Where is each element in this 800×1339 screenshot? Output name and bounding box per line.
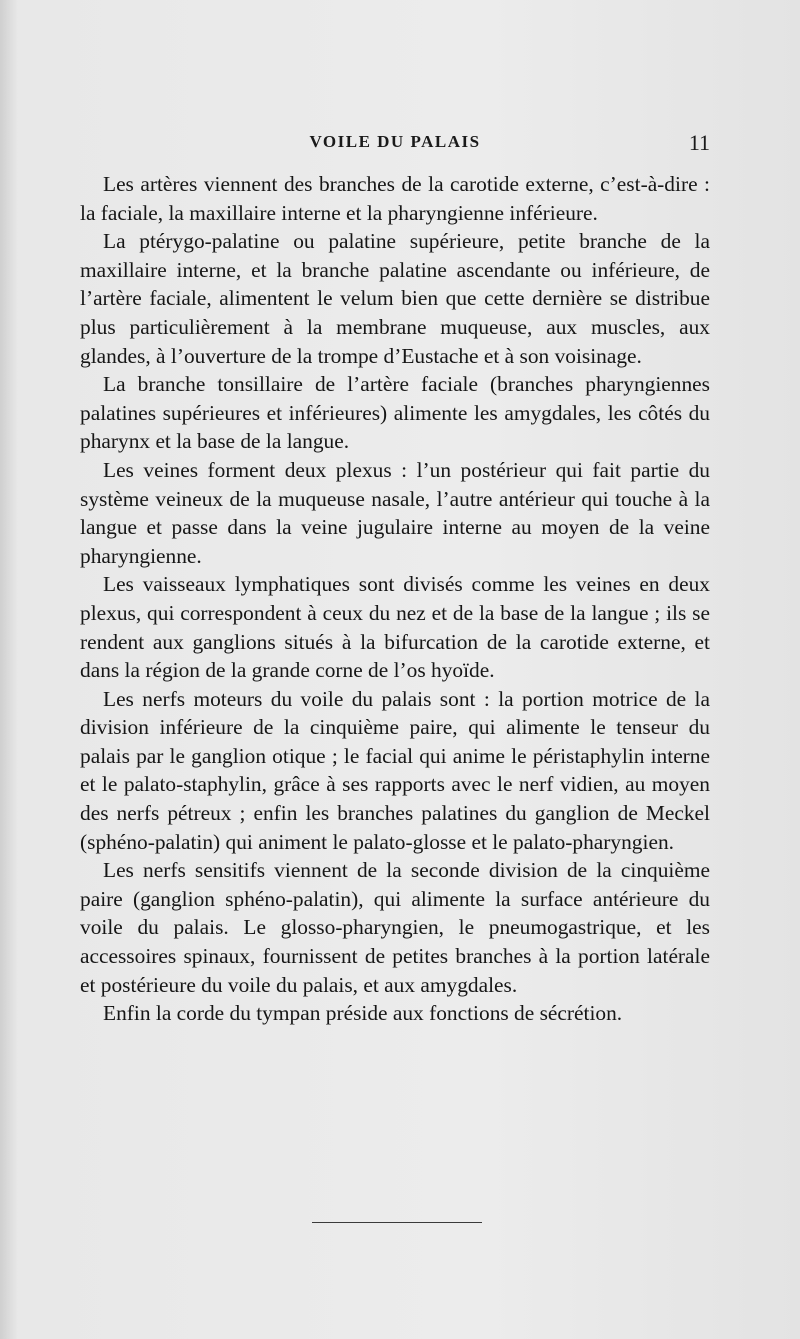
paragraph-sensory-nerves: Les nerfs sensitifs viennent de la seconde division de la cinquième paire (ganglion sphéno-palatin), qui alimente la surface antérieure du voile du palais. Le glosso-pharyngien, le pneumogastrique, et les accessoires spinaux, fournissent de petites branches à la portion latérale et postérieure du voile du palais, et aux amygdales. xyxy=(80,858,710,997)
paragraph-tonsillar-branch: La branche tonsillaire de l’artère faciale (branches pharyngiennes palatines supérieures et inférieures) alimente les amygdales, les côtés du pharynx et la base de la langue. xyxy=(80,372,710,454)
paragraph-motor-nerves: Les nerfs moteurs du voile du palais sont : la portion motrice de la division inférieure de la cinquième paire, qui alimente le tenseur du palais par le ganglion otique ; le facial qui anime le péristaphylin interne et le palato-staphylin, grâce à ses rapports avec le nerf vidien, au moyen des nerfs pétreux ; enfin les branches palatines du ganglion de Meckel (sphéno-palatin) qui animent le palato-glosse et le palato-pharyngien. xyxy=(80,686,710,854)
page-header xyxy=(80,132,710,162)
closing-rule xyxy=(312,1222,482,1223)
paragraph-chorda-tympani: Enfin la corde du tympan préside aux fonctions de sécrétion. xyxy=(103,1001,623,1026)
paragraph-arteries: Les artères viennent des branches de la carotide externe, c’est-à-dire : la faciale, la maxillaire interne et la pharyngienne inférieure. xyxy=(80,172,710,225)
body-text xyxy=(80,170,710,1028)
page-number: 11 xyxy=(688,130,710,155)
paragraph-veins: Les veines forment deux plexus : l’un postérieur qui fait partie du système veineux de la muqueuse nasale, l’autre antérieur qui touche à la langue et passe dans la veine jugulaire interne au moyen de la veine pharyngienne. xyxy=(80,457,710,568)
running-title: VOILE DU PALAIS xyxy=(309,132,481,151)
paragraph-lymphatics: Les vaisseaux lymphatiques sont divisés comme les veines en deux plexus, qui correspondent à ceux du nez et de la base de la langue ; ils se rendent aux ganglions situés à la bifurcation de la carotide externe, et dans la région de la grande corne de l’os hyoïde. xyxy=(80,572,710,683)
paragraph-pterygo-palatine: La ptérygo-palatine ou palatine supérieure, petite branche de la maxillaire interne, et la branche palatine ascendante ou inférieure, de l’artère faciale, alimentent le velum bien que cette dernière se distribue plus particulièrement à la membrane muqueuse, aux muscles, aux glandes, à l’ouverture de la trompe d’Eustache et à son voisinage. xyxy=(80,229,710,368)
